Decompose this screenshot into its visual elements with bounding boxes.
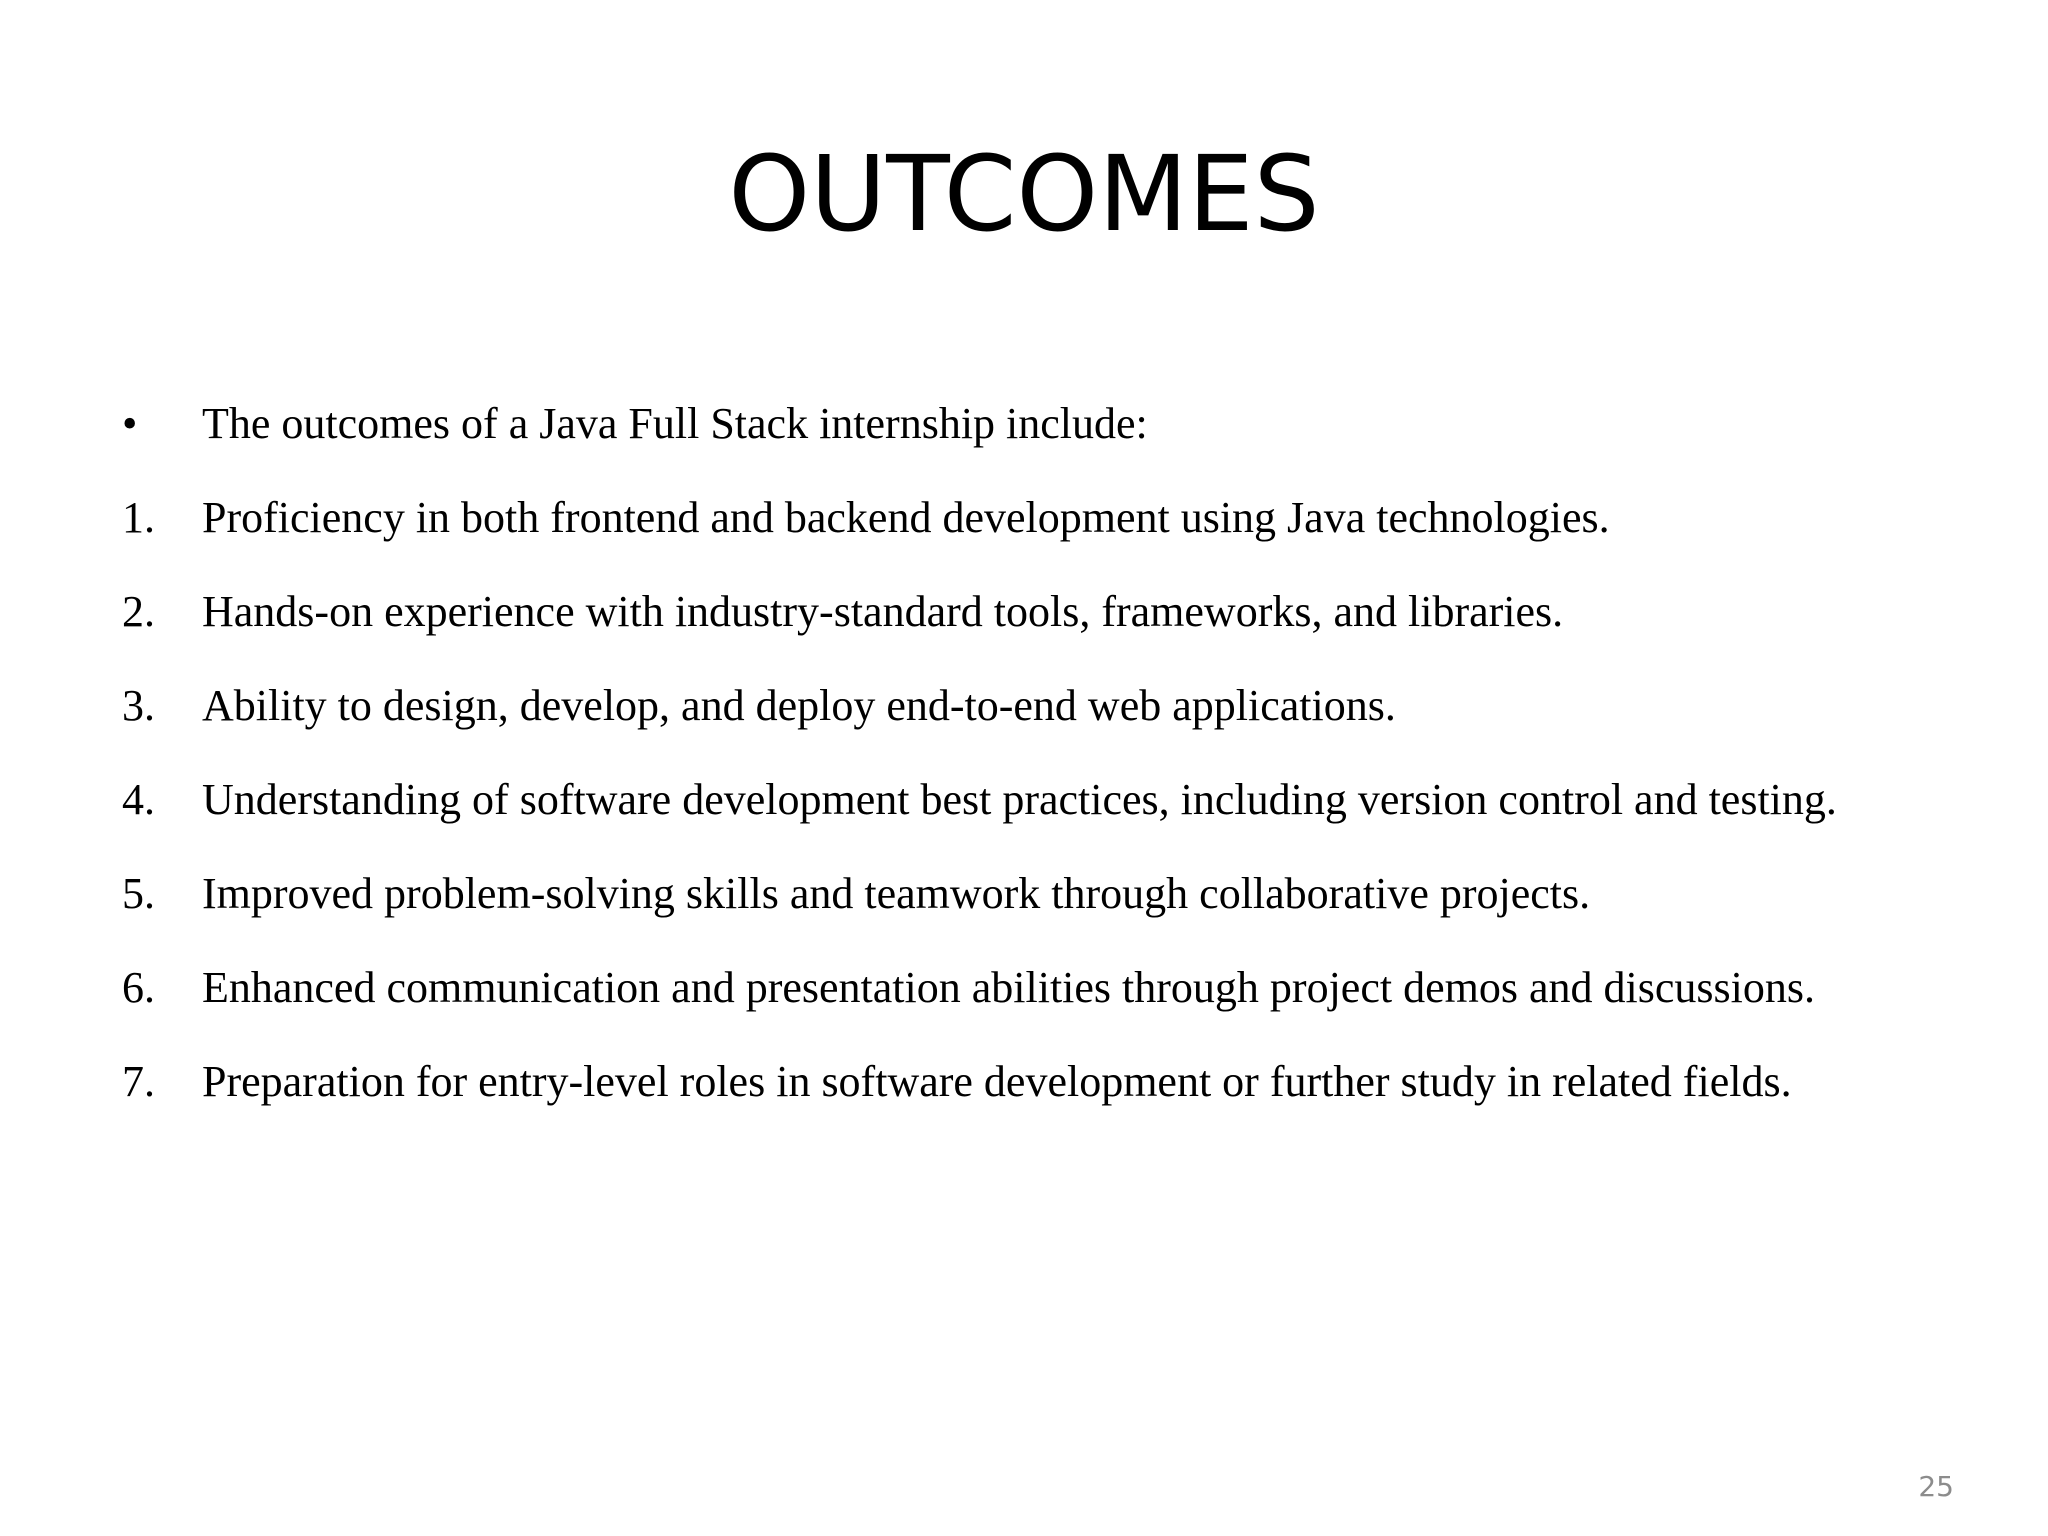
list-item-text: Ability to design, develop, and deploy end-to-end web applications.	[202, 681, 1396, 730]
list-item-text: Preparation for entry-level roles in software development or further study in related fields.	[202, 1057, 1792, 1106]
list-item-1	[122, 488, 2002, 582]
list-item-4	[122, 770, 2002, 864]
list-number: 3.	[122, 681, 155, 730]
outcomes-list	[122, 394, 2002, 1146]
list-number: 5.	[122, 869, 155, 918]
list-number: 6.	[122, 963, 155, 1012]
list-item-text: Hands-on experience with industry-standard tools, frameworks, and libraries.	[202, 587, 1564, 636]
page-number: 25	[1918, 1470, 1954, 1503]
list-item-7	[122, 1052, 2002, 1146]
list-number: 1.	[122, 493, 155, 542]
slide-title: OUTCOMES	[728, 133, 1320, 255]
list-item-text: Enhanced communication and presentation abilities through project demos and discussions.	[202, 963, 1815, 1012]
list-item-2	[122, 582, 2002, 676]
list-number: 7.	[122, 1057, 155, 1106]
list-item-text: Proficiency in both frontend and backend development using Java technologies.	[202, 493, 1610, 542]
list-number: 4.	[122, 775, 155, 824]
list-item-intro	[122, 394, 2002, 488]
list-item-6	[122, 958, 2002, 1052]
list-item-text: Improved problem-solving skills and teamwork through collaborative projects.	[202, 869, 1591, 918]
list-item-text: The outcomes of a Java Full Stack internship include:	[202, 399, 1148, 448]
list-number: 2.	[122, 587, 155, 636]
bullet-marker: •	[122, 399, 138, 448]
list-item-5	[122, 864, 2002, 958]
list-item-text: Understanding of software development best practices, including version control and testing.	[202, 775, 1837, 824]
list-item-3	[122, 676, 2002, 770]
